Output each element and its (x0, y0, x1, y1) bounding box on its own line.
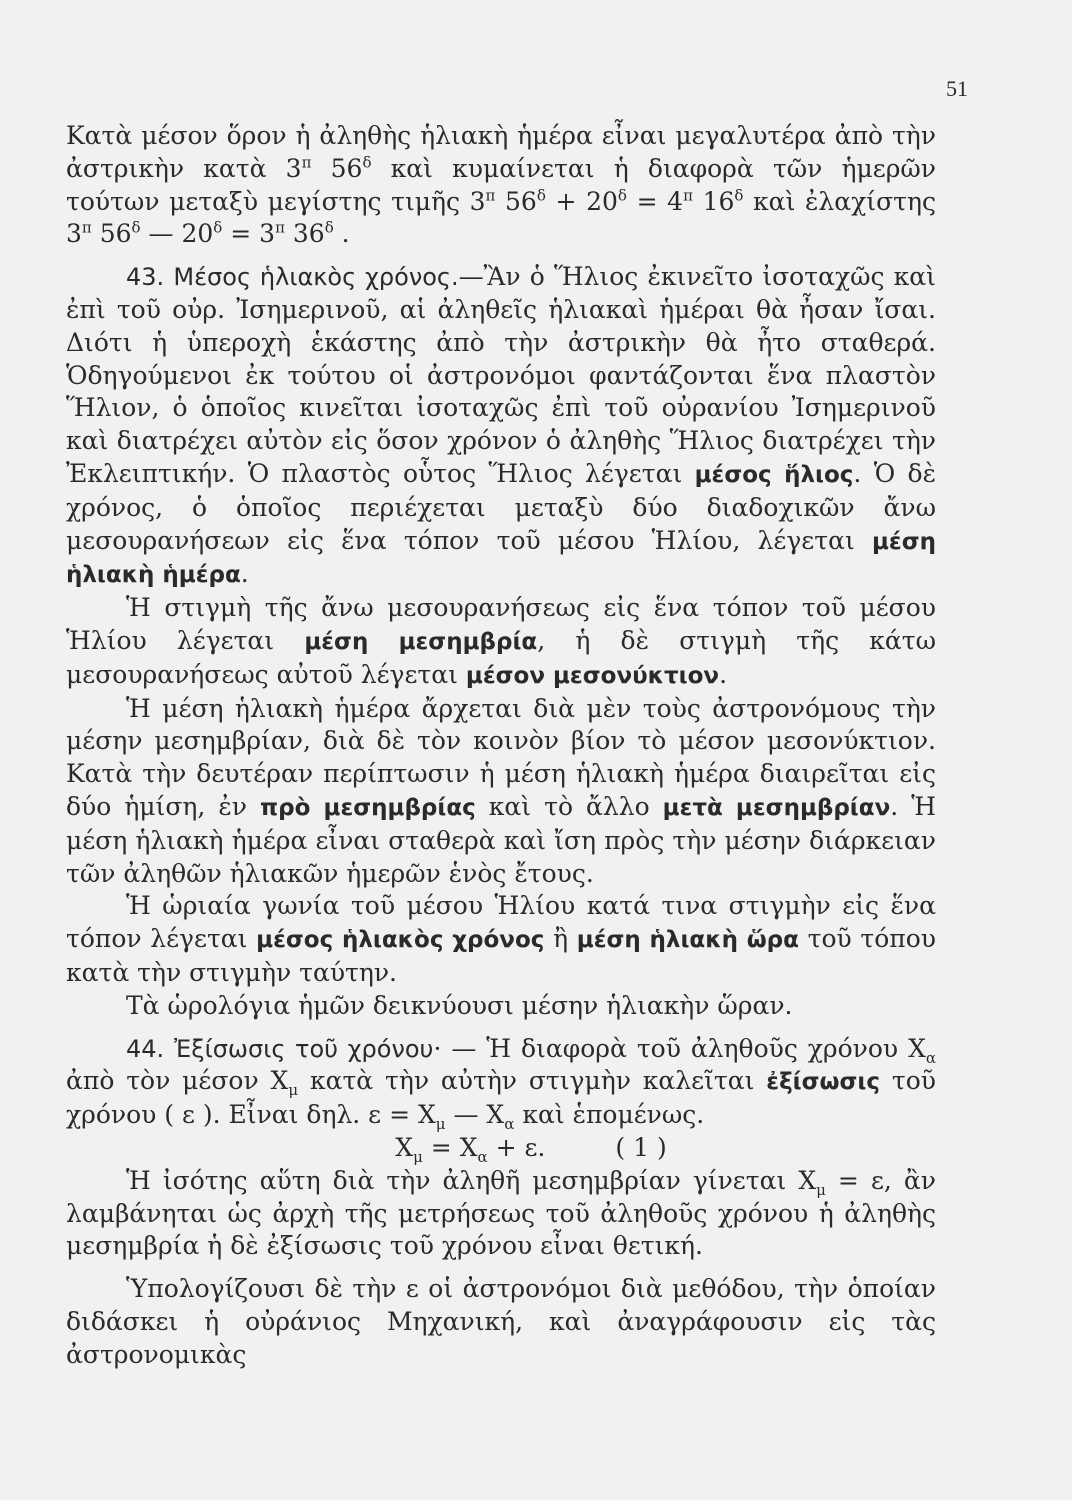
text-run: Ἡ μέση ἡλιακὴ ἡμέρα ἄρχεται διὰ μὲν τοὺς ἀστρονόμους τὴν μέσην μεσημβρίαν, διὰ δὲ τὸν κοινὸν βίον τὸ μέσον μεσονύκτιον. Κατὰ τὴν δευτέραν περίπτωσιν ἡ μέση ἡλιακὴ ἡμέρα διαιρεῖται εἰς δύο ἡμίση, ἐν (66, 693, 936, 821)
text-run: Ἡ ἰσότης αὕτη διὰ τὴν ἀληθῆ μεσημβρίαν γίνεται Χ (126, 1165, 817, 1195)
text-run: + 20 (545, 186, 618, 216)
text-run: 56 (495, 186, 537, 216)
subscript: μ (816, 1180, 826, 1199)
text-run: καὶ τὸ ἄλλο (475, 791, 663, 821)
text-run: τοῦ χρόνου ( ε ). Εἶναι δηλ. ε = Χ (66, 1066, 936, 1130)
superscript: π (81, 219, 92, 238)
text-run: καὶ ἐλαχίστης 3 (66, 186, 936, 249)
term-mean-solar-day: μέση ἡλιακὴ ἡμέρα (66, 528, 936, 589)
text-run: . Ἡ μέση ἡλιακὴ ἡμέρα εἶναι σταθερὰ καὶ ἴση πρὸς τὴν μέσην διάρκειαν τῶν ἀληθῶν ἡλιακῶν ἡμερῶν ἑνὸς ἔτους. (66, 791, 936, 888)
paragraph-computation: Ὑπολογίζουσι δὲ τὴν ε οἱ ἀστρονόμοι διὰ μεθόδου, τὴν ὁποίαν διδάσκει ἡ οὐράνιος Μηχανική, καὶ ἀναγράφουσιν εἰς τὰς ἀστρονομικὰς (66, 1274, 936, 1369)
term-mean-noon: μέση μεσημβρία (304, 628, 538, 655)
text-run: 56 (91, 219, 132, 249)
superscript: δ (617, 186, 627, 205)
text-run: τοῦ τόπου κατὰ τὴν στιγμὴν ταύτην. (66, 924, 936, 987)
paragraph-hour-angle (66, 890, 936, 989)
text-run: 36 (284, 219, 325, 249)
text-run: . (719, 659, 728, 689)
text-run: = 3 (222, 219, 276, 249)
superscript: π (683, 186, 693, 205)
text-run: . (333, 219, 350, 249)
paragraph-day-start (66, 693, 936, 891)
section-43 (66, 261, 936, 592)
superscript: π (485, 186, 496, 205)
paragraph-clocks: Τὰ ὡρολόγια ἡμῶν δεικνύουσι μέσην ἡλιακὴν ὥραν. (126, 990, 793, 1020)
text-run: —Ἂν ὁ Ἥλιος ἐκινεῖτο ἰσοταχῶς καὶ ἐπὶ τοῦ οὐρ. Ἰσημερινοῦ, αἱ ἀληθεῖς ἡλιακαὶ ἡμέραι θὰ ἦσαν ἴσαι. Διότι ἡ ὑπεροχὴ ἑκάστης ἀπὸ τὴν ἀστρικὴν θὰ ἦτο σταθερά. Ὁδηγούμενοι ἐκ τούτου οἱ ἀστρονόμοι φαντάζονται ἕνα πλαστὸν Ἥλιον, ὁ ὁποῖος κινεῖται ἰσοταχῶς ἐπὶ τοῦ οὐρανίου Ἰσημερινοῦ καὶ διατρέχει αὐτὸν εἰς ὅσον χρόνον ὁ ἀληθὴς Ἥλιος διατρέχει τὴν Ἐκλειπτικήν. Ὁ πλαστὸς οὗτος Ἥλιος λέγεται (66, 262, 936, 488)
subscript: α (477, 1147, 488, 1166)
term-pm: μετὰ μεσημβρίαν (662, 794, 891, 821)
superscript: π (301, 153, 312, 172)
text-run: — Χ (445, 1100, 505, 1130)
paragraph-equality (66, 1165, 936, 1263)
term-am: πρὸ μεσημβρίας (259, 794, 476, 821)
formula-text: = Χ (422, 1132, 478, 1162)
superscript: δ (213, 219, 223, 238)
text-run: καὶ κυμαίνεται ἡ διαφορὰ τῶν ἡμερῶν τούτων μεταξὺ μεγίστης τιμῆς 3 (66, 153, 936, 216)
section-title: Μέσος ἡλιακὸς χρόνος. (173, 263, 459, 292)
text-run: καὶ ἑπομένως. (514, 1100, 705, 1130)
subscript: μ (413, 1147, 423, 1166)
subscript: α (925, 1048, 937, 1067)
superscript: δ (362, 153, 372, 172)
superscript: δ (131, 219, 141, 238)
term-equation-of-time: ἐξίσωσις (766, 1069, 881, 1096)
term-mean-midnight: μέσον μεσονύκτιον (465, 662, 720, 689)
text-run: — 20 (140, 219, 214, 249)
text-run: Ἡ ὡριαία γωνία τοῦ μέσου Ἡλίου κατά τινα στιγμὴν εἰς ἕνα τόπον λέγεται (66, 891, 936, 954)
formula-text: Χ (395, 1132, 414, 1162)
subscript: α (504, 1115, 515, 1134)
section-number: 43. (126, 263, 165, 292)
page-body (66, 120, 936, 1371)
equation-1 (66, 1132, 936, 1165)
section-44 (66, 1033, 936, 1132)
page-number: 51 (946, 76, 968, 101)
subscript: μ (435, 1115, 446, 1134)
superscript: δ (324, 219, 334, 238)
superscript: π (275, 219, 285, 238)
text-run: ἢ (544, 924, 577, 954)
text-run: ἀπὸ τὸν μέσον Χ (66, 1066, 289, 1096)
text-run: . (240, 559, 249, 589)
text-run: Ἡ στιγμὴ τῆς ἄνω μεσουρανήσεως εἰς ἕνα τόπον τοῦ μέσου Ἡλίου λέγεται (66, 593, 936, 655)
section-title: Ἐξίσωσις τοῦ χρόνου (174, 1034, 434, 1063)
term-mean-solar-hour: μέση ἡλιακὴ ὥρα (576, 927, 799, 954)
text-run: 56 (311, 153, 363, 183)
superscript: δ (536, 186, 546, 205)
term-mean-sun: μέσος ἥλιος (694, 461, 854, 488)
text-run: , ἡ δὲ στιγμὴ τῆς κάτω μεσουρανήσεως αὐτοῦ λέγεται (66, 625, 936, 689)
superscript: δ (734, 186, 744, 205)
text-run: . Ὁ δὲ χρόνος, ὁ ὁποῖος περιέχεται μεταξὺ δύο διαδοχικῶν ἄνω μεσουρανήσεων εἰς ἕνα τόπον τοῦ μέσου Ἡλίου, λέγεται (66, 458, 937, 555)
term-mean-solar-time: μέσος ἡλιακὸς χρόνος (256, 927, 545, 954)
paragraph-mean-noon (66, 592, 936, 692)
formula-text: + ε. (487, 1132, 546, 1162)
paragraph-solar-day (66, 120, 936, 251)
text-run: 16 (692, 186, 735, 216)
subscript: μ (288, 1081, 299, 1100)
text-run: Κατὰ μέσον ὅρον ἡ ἀληθὴς ἡλιακὴ ἡμέρα εἶναι μεγαλυτέρα ἀπὸ τὴν ἀστρικὴν κατὰ 3 (66, 121, 936, 183)
text-run: = 4 (626, 186, 684, 216)
text-run: κατὰ τὴν αὐτὴν στιγμὴν καλεῖται (298, 1066, 767, 1096)
equation-number: ( 1 ) (615, 1132, 667, 1162)
text-run: = ε, ἂν λαμβάνηται ὡς ἀρχὴ τῆς μετρήσεως τοῦ ἀληθοῦς χρόνου ἡ ἀληθὴς μεσημβρία ἡ δὲ ἐξίσωσις τοῦ χρόνου εἶναι θετική. (66, 1165, 936, 1261)
section-number: 44. (126, 1034, 165, 1063)
text-run: · — Ἡ διαφορὰ τοῦ ἀληθοῦς χρόνου Χ (433, 1033, 926, 1063)
